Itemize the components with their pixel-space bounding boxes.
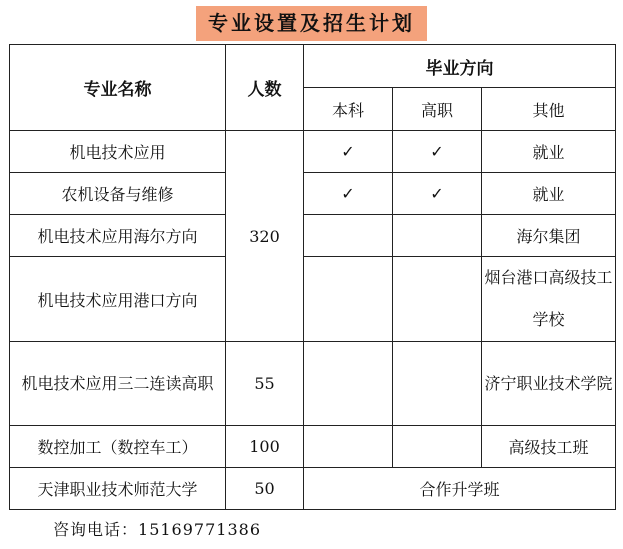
contact-phone: 15169771386 [138, 520, 261, 539]
empty-cell [304, 426, 393, 468]
table-row [10, 173, 616, 215]
row-major-name: 数控加工（数控车工） [10, 426, 226, 468]
row-major-name: 机电技术应用港口方向 [10, 257, 226, 342]
header-direction: 毕业方向 [304, 45, 616, 88]
empty-cell [304, 342, 393, 426]
table-row [10, 131, 616, 173]
row-other: 就业 [482, 131, 616, 173]
row-count: 50 [226, 468, 304, 510]
table-row [10, 215, 616, 257]
empty-cell [393, 426, 482, 468]
row-other: 烟台港口高级技工学校 [482, 257, 616, 342]
empty-cell [304, 215, 393, 257]
row-other: 海尔集团 [482, 215, 616, 257]
empty-cell [393, 257, 482, 342]
check-icon: ✓ [393, 131, 482, 173]
title-wrap [0, 6, 623, 41]
row-count: 55 [226, 342, 304, 426]
row-major-name: 天津职业技术师范大学 [10, 468, 226, 510]
enrollment-plan-table [9, 44, 616, 510]
header-vocational: 高职 [393, 88, 482, 131]
header-other: 其他 [482, 88, 616, 131]
empty-cell [393, 215, 482, 257]
header-count: 人数 [226, 45, 304, 131]
check-icon: ✓ [393, 173, 482, 215]
header-bachelor: 本科 [304, 88, 393, 131]
merged-cell: 合作升学班 [304, 468, 616, 510]
row-major-name: 机电技术应用海尔方向 [10, 215, 226, 257]
empty-cell [393, 342, 482, 426]
contact-label: 咨询电话： [53, 520, 139, 539]
row-count: 100 [226, 426, 304, 468]
table-row [10, 257, 616, 342]
shared-count-cell: 320 [226, 131, 304, 342]
page-title: 专业设置及招生计划 [196, 6, 427, 41]
row-other: 就业 [482, 173, 616, 215]
row-other: 高级技工班 [482, 426, 616, 468]
row-major-name: 农机设备与维修 [10, 173, 226, 215]
header-row-1 [10, 45, 616, 88]
empty-cell [304, 257, 393, 342]
header-major: 专业名称 [10, 45, 226, 131]
table-row [10, 468, 616, 510]
contact-line [53, 517, 261, 540]
row-major-name: 机电技术应用三二连读高职 [10, 342, 226, 426]
check-icon: ✓ [304, 131, 393, 173]
row-other: 济宁职业技术学院 [482, 342, 616, 426]
row-major-name: 机电技术应用 [10, 131, 226, 173]
table-row [10, 426, 616, 468]
table-row [10, 342, 616, 426]
check-icon: ✓ [304, 173, 393, 215]
